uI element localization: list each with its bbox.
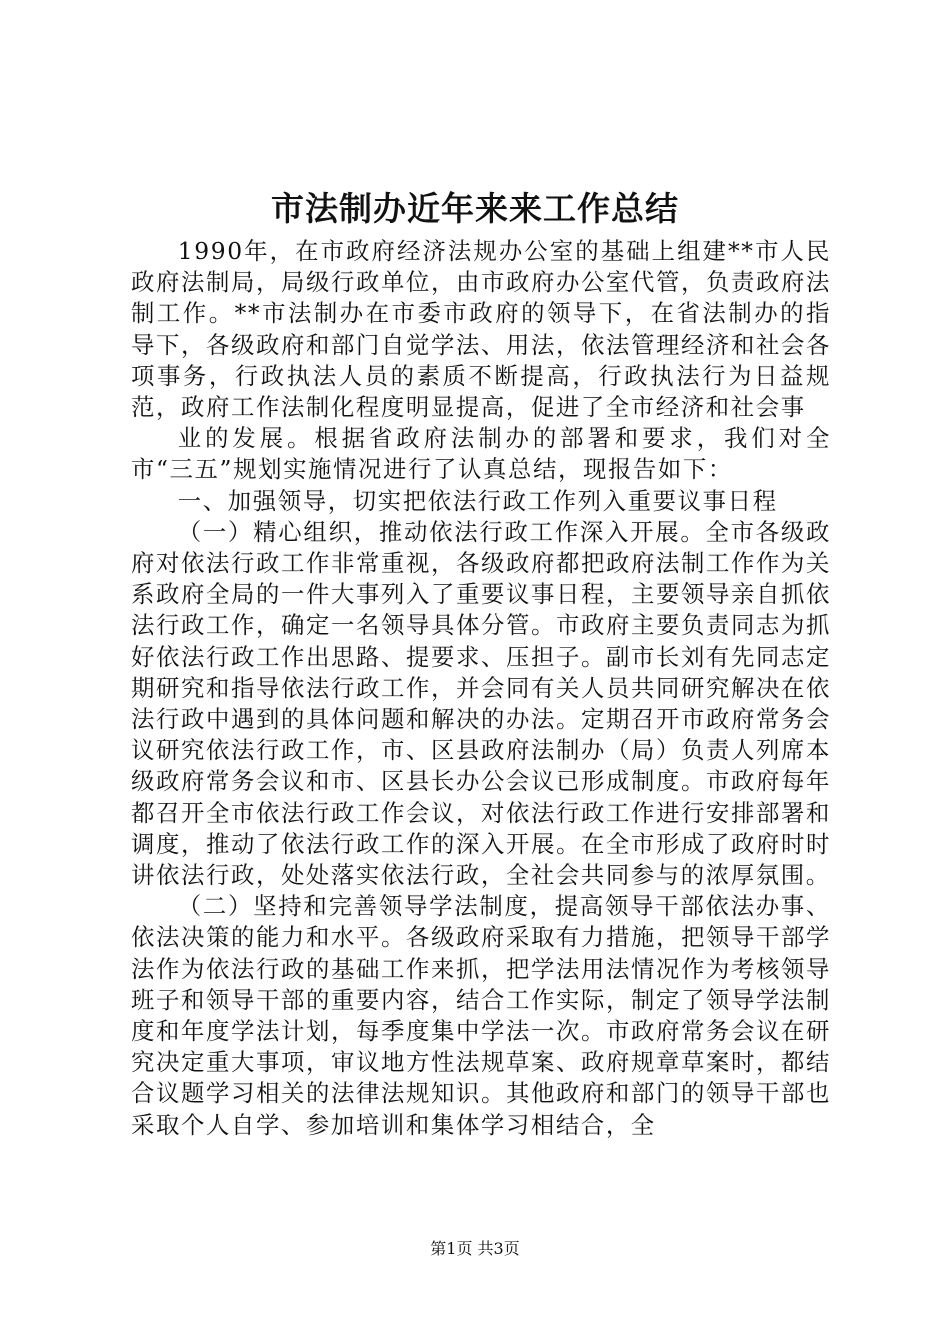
section-heading-1: 一、加强领导，切实把依法行政工作列入重要议事日程 xyxy=(177,486,778,515)
paragraph-section-1-item-1: （一）精心组织，推动依法行政工作深入开展。全市各级政府对依法行政工作非常重视，各级政府都把政府法制工作作为关系政府全局的一件大事列入了重要议事日程，主要领导亲自抓依法行政工作，确定一名领导具体分管。市政府主要负责同志为抓好依法行政工作出思路、提要求、压担子。副市长刘有先同志定期研究和指导依法行政工作，并会同有关人员共同研究解决在依法行政中遇到的具体问题和解决的办法。定期召开市政府常务会议研究依法行政工作，市、区县政府法制办（局）负责人列席本级政府常务会议和市、区县长办公会议已形成制度。市政府每年都召开全市依法行政工作会议，对依法行政工作进行安排部署和调度，推动了依法行政工作的深入开展。在全市形成了政府时时讲依法行政，处处落实依法行政，全社会共同参与的浓厚氛围。 xyxy=(131,517,831,890)
paragraph-section-1-item-2: （二）坚持和完善领导学法制度，提高领导干部依法办事、依法决策的能力和水平。各级政府采取有力措施，把领导干部学法作为依法行政的基础工作来抓，把学法用法情况作为考核领导班子和领导干部的重要内容，结合工作实际，制定了领导学法制度和年度学法计划，每季度集中学法一次。市政府常务会议在研究决定重大事项，审议地方性法规草案、政府规章草案时，都结合议题学习相关的法律法规知识。其他政府和部门的领导干部也采取个人自学、参加培训和集体学习相结合，全 xyxy=(131,892,831,1139)
paragraph-report-lead: 业的发展。根据省政府法制办的部署和要求，我们对全市“三五”规划实施情况进行了认真总结，现报告如下： xyxy=(131,424,831,484)
page-footer: 第1页 共3页 xyxy=(430,1239,520,1258)
document-body xyxy=(131,236,831,1141)
paragraph-intro: 1990年，在市政府经济法规办公室的基础上组建**市人民政府法制局，局级行政单位，由市政府办公室代管，负责政府法制工作。**市法制办在市委市政府的领导下，在省法制办的指导下，各级政府和部门自觉学法、用法，依法管理经济和社会各项事务，行政执法人员的素质不断提高，行政执法行为日益规范，政府工作法制化程度明显提高，促进了全市经济和社会事 xyxy=(131,237,831,422)
document-title: 市法制办近年来来工作总结 xyxy=(271,189,679,228)
